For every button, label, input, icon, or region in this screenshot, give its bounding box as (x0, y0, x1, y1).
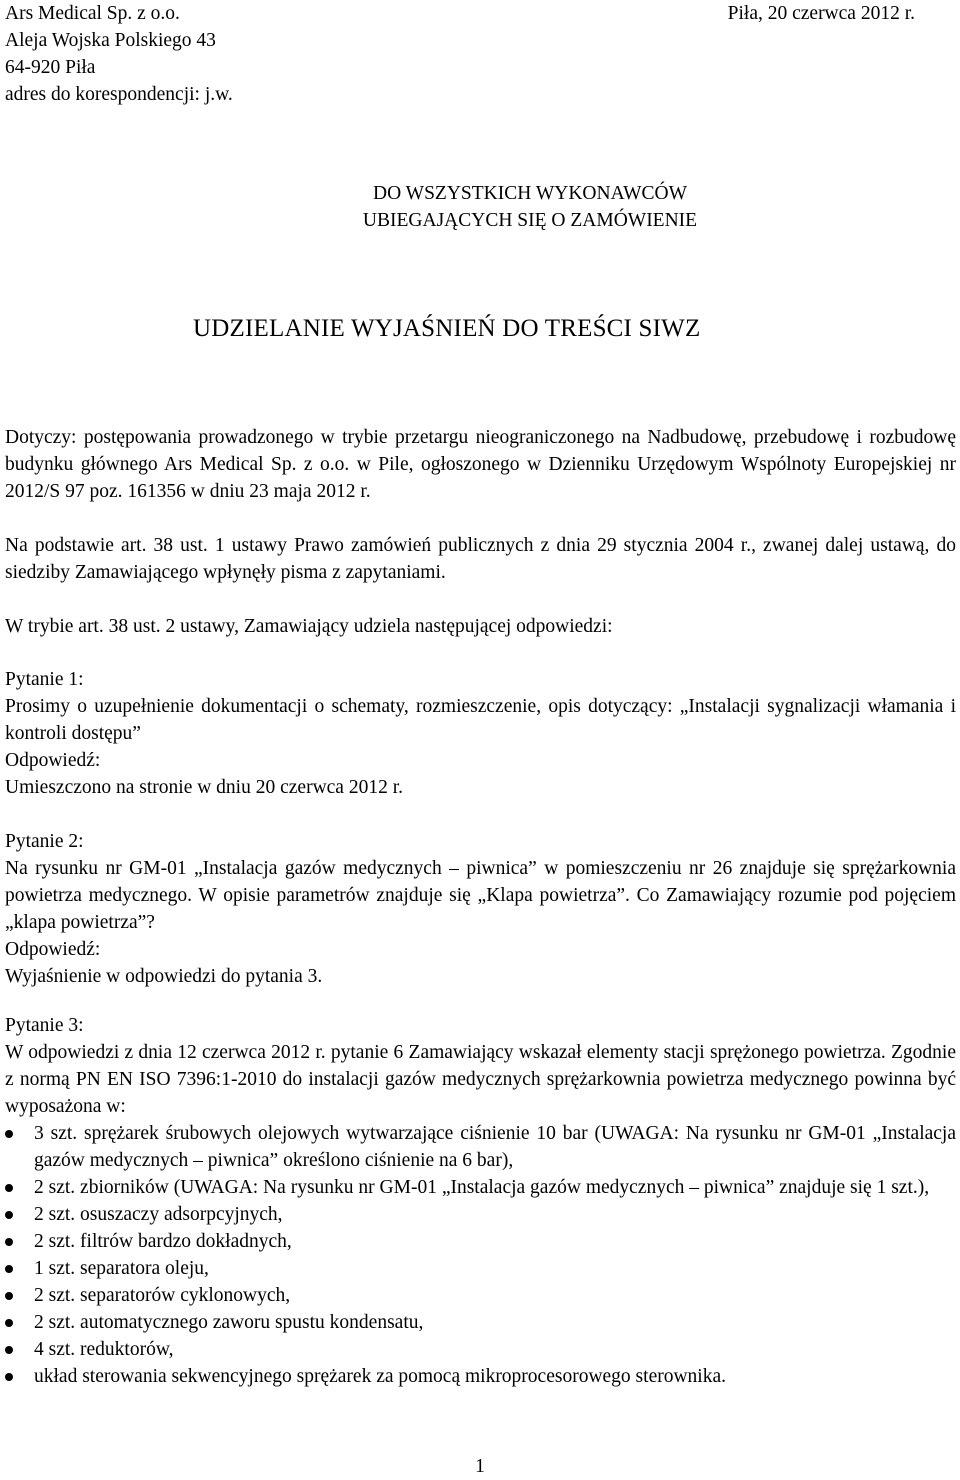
sender-correspondence: adres do korespondencji: j.w. (5, 84, 233, 105)
recipients-line-2: UBIEGAJĄCYCH SIĘ O ZAMÓWIENIE (362, 210, 698, 231)
question-3 (5, 1012, 956, 1120)
intro-tryb (5, 613, 956, 640)
document-subject: UDZIELANIE WYJAŚNIEŃ DO TREŚCI SIWZ (193, 315, 701, 342)
question-2-label: Pytanie 2: (5, 831, 84, 852)
podstawa-paragraph: Na podstawie art. 38 ust. 1 ustawy Prawo zamówień publicznych z dnia 29 stycznia 2004 r., zwanej dalej ustawą, do siedziby Zamawiającego wpłynęły pisma z zapytaniami. (5, 535, 956, 583)
list-item: 2 szt. osuszaczy adsorpcyjnych, (5, 1201, 956, 1228)
question-2-text: Na rysunku nr GM-01 „Instalacja gazów medycznych – piwnica” w pomieszczeniu nr 26 znajduje się sprężarkownia powietrza medycznego. W opisie parametrów znajduje się „Klapa powietrza”. Co Zamawiający rozumie pod pojęciem „klapa powietrza”? (5, 858, 956, 933)
list-item: 2 szt. automatycznego zaworu spustu kondensatu, (5, 1309, 956, 1336)
list-item: 2 szt. filtrów bardzo dokładnych, (5, 1228, 956, 1255)
question-2-answer: Wyjaśnienie w odpowiedzi do pytania 3. (5, 966, 323, 987)
intro-dotyczy (5, 424, 956, 505)
sender-address (5, 0, 233, 108)
question-1-answer-label: Odpowiedź: (5, 750, 101, 771)
page-number: 1 (475, 1456, 485, 1477)
dotyczy-paragraph: Dotyczy: postępowania prowadzonego w trybie przetargu nieograniczonego na Nadbudowę, przebudowę i rozbudowę budynku głównego Ars Medical Sp. z o.o. w Pile, ogłoszonego w Dzienniku Urzędowym Wspólnoty Europejskiej nr 2012/S 97 poz. 161356 w dniu 23 maja 2012 r. (5, 427, 956, 502)
question-1-answer: Umieszczono na stronie w dniu 20 czerwca 2012 r. (5, 777, 403, 798)
question-2-answer-label: Odpowiedź: (5, 939, 101, 960)
intro-podstawa (5, 532, 956, 586)
list-item: 3 szt. sprężarek śrubowych olejowych wytwarzające ciśnienie 10 bar (UWAGA: Na rysunku nr GM-01 „Instalacja gazów medycznych – piwnica” określono ciśnienie na 6 bar), (5, 1120, 956, 1174)
question-3-label: Pytanie 3: (5, 1015, 84, 1036)
recipients-block (0, 180, 960, 234)
list-item: 4 szt. reduktorów, (5, 1336, 956, 1363)
question-2 (5, 828, 956, 990)
list-item: 2 szt. separatorów cyklonowych, (5, 1282, 956, 1309)
sender-company: Ars Medical Sp. z o.o. (5, 3, 180, 24)
list-item: 1 szt. separatora oleju, (5, 1255, 956, 1282)
tryb-paragraph: W trybie art. 38 ust. 2 ustawy, Zamawiający udziela następującej odpowiedzi: (5, 616, 613, 637)
sender-postal-city: 64-920 Piła (5, 57, 96, 78)
question-3-text: W odpowiedzi z dnia 12 czerwca 2012 r. pytanie 6 Zamawiający wskazał elementy stacji sprężonego powietrza. Zgodnie z normą PN EN ISO 7396:1-2010 do instalacji gazów medycznych sprężarkownia powietrza medycznego powinna być wyposażona w: (5, 1042, 956, 1117)
equipment-list (5, 1120, 956, 1390)
question-1-label: Pytanie 1: (5, 669, 84, 690)
recipients-line-1: DO WSZYSTKICH WYKONAWCÓW (372, 183, 688, 204)
list-item: układ sterowania sekwencyjnego sprężarek za pomocą mikroprocesorowego sterownika. (5, 1363, 956, 1390)
question-1-text: Prosimy o uzupełnienie dokumentacji o schematy, rozmieszczenie, opis dotyczący: „Instalacji sygnalizacji włamania i kontroli dostępu” (5, 696, 956, 744)
list-item: 2 szt. zbiorników (UWAGA: Na rysunku nr GM-01 „Instalacja gazów medycznych – piwnica” znajduje się 1 szt.), (5, 1174, 956, 1201)
sender-street: Aleja Wojska Polskiego 43 (5, 30, 216, 51)
place-date: Piła, 20 czerwca 2012 r. (727, 3, 915, 24)
question-1 (5, 666, 956, 801)
